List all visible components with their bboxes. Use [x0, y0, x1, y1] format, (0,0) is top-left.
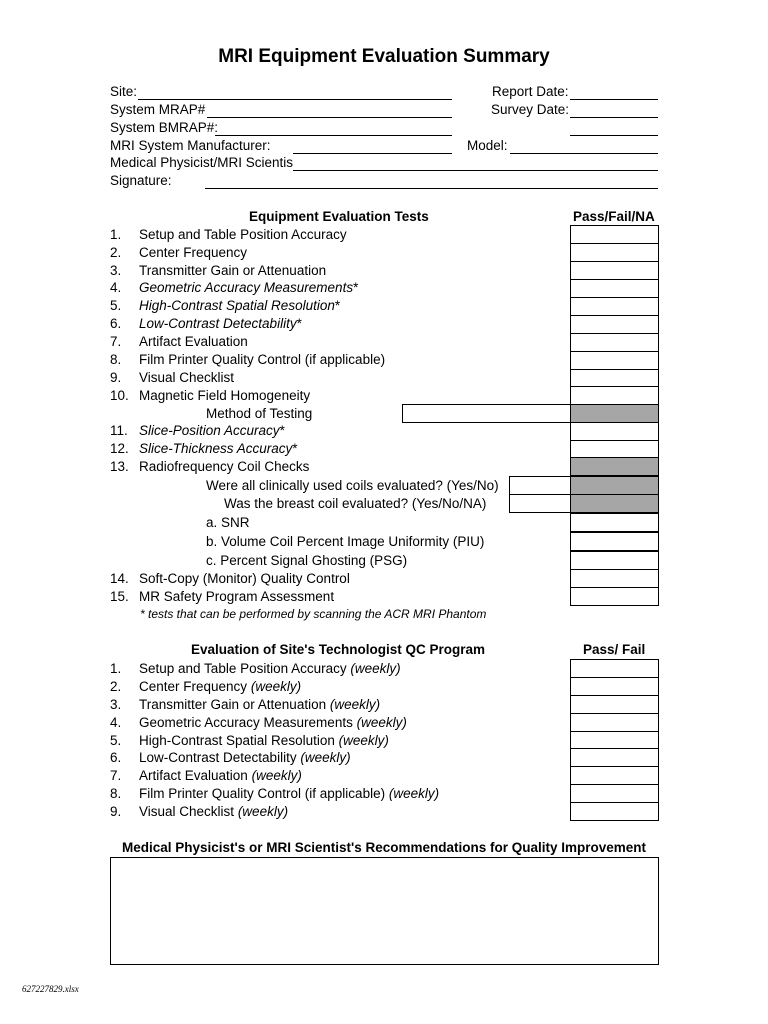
item-text: MR Safety Program Assessment — [139, 589, 335, 604]
qc-item-number: 7. — [110, 768, 122, 783]
qc-item-text — [139, 803, 288, 821]
survey-date-field[interactable] — [570, 117, 658, 118]
item-text: Setup and Table Position Accuracy — [139, 227, 347, 242]
model-label: Model: — [467, 138, 508, 153]
survey-date-label: Survey Date: — [491, 102, 570, 117]
qc-result-box[interactable] — [570, 802, 659, 821]
item-text — [139, 297, 340, 315]
qc-item-text — [139, 696, 380, 714]
item-text-italic: High-Contrast Spatial Resolution — [139, 298, 335, 313]
system-bmrap-field[interactable] — [215, 135, 452, 136]
item-suffix: * — [296, 316, 302, 331]
qc-result-box[interactable] — [570, 784, 659, 803]
item-number: 13. — [110, 459, 129, 474]
item-text-italic: Slice-Thickness Accuracy — [139, 441, 293, 456]
item-text — [139, 422, 285, 440]
item-number: 7. — [110, 334, 122, 349]
result-box[interactable] — [570, 243, 659, 262]
item-text: Were all clinically used coils evaluated? (Yes/No) — [206, 478, 499, 493]
physicist-field[interactable] — [293, 170, 658, 171]
qc-item-number: 4. — [110, 715, 122, 730]
qc-result-box[interactable] — [570, 695, 659, 714]
qc-item-number: 8. — [110, 786, 122, 801]
manufacturer-field[interactable] — [293, 153, 452, 154]
result-box[interactable] — [570, 513, 659, 532]
report-date-field[interactable] — [570, 99, 658, 100]
item-text: Magnetic Field Homogeneity — [139, 388, 311, 403]
shaded-cell — [570, 404, 659, 423]
recommendations-textarea[interactable] — [110, 857, 659, 965]
result-box[interactable] — [570, 386, 659, 405]
item-number: 3. — [110, 263, 122, 278]
extra-date-field[interactable] — [570, 135, 658, 136]
signature-label: Signature: — [110, 173, 172, 188]
qc-result-box[interactable] — [570, 713, 659, 732]
qc-result-box[interactable] — [570, 748, 659, 767]
item-text-italic: Slice-Position Accuracy — [139, 423, 280, 438]
item-number: 12. — [110, 441, 129, 456]
qc-item-label: Visual Checklist — [139, 804, 235, 819]
result-box[interactable] — [570, 333, 659, 352]
qc-result-box[interactable] — [570, 659, 659, 678]
qc-item-number: 9. — [110, 804, 122, 819]
qc-item-label: Center Frequency — [139, 679, 248, 694]
item-number: 1. — [110, 227, 122, 242]
qc-item-text — [139, 660, 401, 678]
item-text: a. SNR — [206, 515, 250, 530]
qc-item-label: High-Contrast Spatial Resolution — [139, 733, 335, 748]
result-box[interactable] — [570, 551, 659, 570]
system-bmrap-label: System BMRAP#: — [110, 120, 219, 135]
item-text: Artifact Evaluation — [139, 334, 248, 349]
footer-filename: 627227829.xlsx — [22, 984, 79, 994]
signature-field[interactable] — [205, 188, 658, 189]
qc-program-heading: Evaluation of Site's Technologist QC Program — [191, 642, 486, 657]
report-date-label: Report Date: — [492, 84, 569, 99]
item-text — [139, 315, 302, 333]
coils-evaluated-field[interactable] — [509, 476, 571, 495]
model-field[interactable] — [510, 153, 658, 154]
result-box[interactable] — [570, 315, 659, 334]
result-box[interactable] — [570, 351, 659, 370]
item-text-italic: Geometric Accuracy Measurements — [139, 280, 354, 295]
qc-item-number: 5. — [110, 733, 122, 748]
result-box[interactable] — [570, 569, 659, 588]
qc-item-frequency: (weekly) — [356, 715, 407, 730]
qc-item-label: Artifact Evaluation — [139, 768, 248, 783]
result-box[interactable] — [570, 422, 659, 441]
qc-item-text — [139, 732, 389, 750]
qc-item-label: Setup and Table Position Accuracy — [139, 661, 347, 676]
qc-item-number: 6. — [110, 750, 122, 765]
qc-item-text — [139, 785, 439, 803]
qc-item-number: 2. — [110, 679, 122, 694]
qc-result-box[interactable] — [570, 766, 659, 785]
item-text: Transmitter Gain or Attenuation — [139, 263, 327, 278]
system-mrap-label: System MRAP# — [110, 102, 206, 117]
item-text: c. Percent Signal Ghosting (PSG) — [206, 553, 408, 568]
item-number: 6. — [110, 316, 122, 331]
item-number: 10. — [110, 388, 129, 403]
equipment-tests-heading: Equipment Evaluation Tests — [249, 209, 429, 224]
manufacturer-label: MRI System Manufacturer: — [110, 138, 271, 153]
shaded-cell — [570, 457, 659, 476]
qc-item-text — [139, 749, 351, 767]
item-text: Method of Testing — [206, 406, 313, 421]
pass-fail-heading: Pass/ Fail — [583, 642, 646, 657]
item-text: Film Printer Quality Control (if applicable) — [139, 352, 386, 367]
qc-item-label: Transmitter Gain or Attenuation — [139, 697, 327, 712]
physicist-label: Medical Physicist/MRI Scientis — [110, 155, 294, 170]
page-title: MRI Equipment Evaluation Summary — [218, 46, 550, 67]
qc-item-text — [139, 714, 407, 732]
item-number: 15. — [110, 589, 129, 604]
item-text — [139, 440, 298, 458]
qc-item-number: 1. — [110, 661, 122, 676]
item-suffix: * — [353, 280, 359, 295]
result-box[interactable] — [570, 532, 659, 551]
qc-item-label: Low-Contrast Detectability — [139, 750, 297, 765]
recommendations-heading: Medical Physicist's or MRI Scientist's Recommendations for Quality Improvement — [121, 840, 647, 855]
qc-item-text — [139, 678, 301, 696]
item-number: 9. — [110, 370, 122, 385]
qc-item-frequency: (weekly) — [329, 697, 381, 712]
item-number: 4. — [110, 280, 122, 295]
item-number: 8. — [110, 352, 122, 367]
footnote: * tests that can be performed by scanning the ACR MRI Phantom — [140, 607, 487, 621]
pass-fail-na-heading: Pass/Fail/NA — [573, 209, 655, 224]
item-text-italic: Low-Contrast Detectability — [139, 316, 297, 331]
item-suffix: * — [292, 441, 298, 456]
qc-item-frequency: (weekly) — [300, 750, 351, 765]
result-box[interactable] — [570, 279, 659, 298]
item-text: Was the breast coil evaluated? (Yes/No/NA) — [224, 496, 487, 511]
result-box[interactable] — [570, 587, 659, 606]
method-of-testing-field[interactable] — [402, 404, 571, 423]
item-text: Soft-Copy (Monitor) Quality Control — [139, 571, 350, 586]
result-box[interactable] — [570, 225, 659, 244]
qc-item-label: Film Printer Quality Control (if applicable) — [139, 786, 386, 801]
item-text — [139, 279, 358, 297]
breast-coil-field[interactable] — [509, 494, 571, 513]
qc-item-number: 3. — [110, 697, 122, 712]
item-number: 11. — [110, 423, 128, 438]
qc-result-box[interactable] — [570, 677, 659, 696]
qc-item-frequency: (weekly) — [250, 679, 302, 694]
item-suffix: * — [334, 298, 341, 313]
qc-item-label: Geometric Accuracy Measurements — [139, 715, 353, 730]
item-number: 14. — [110, 571, 129, 586]
item-number: 2. — [110, 245, 122, 260]
item-text: b. Volume Coil Percent Image Uniformity (PIU) — [206, 534, 485, 549]
item-number: 5. — [110, 298, 122, 313]
item-text: Visual Checklist — [139, 370, 235, 385]
item-text: Radiofrequency Coil Checks — [139, 459, 310, 474]
qc-item-frequency: (weekly) — [237, 804, 289, 819]
shaded-cell — [570, 494, 659, 513]
qc-item-frequency: (weekly) — [338, 733, 389, 748]
shaded-cell — [570, 476, 659, 495]
item-suffix: * — [279, 423, 285, 438]
qc-item-frequency: (weekly) — [388, 786, 440, 801]
qc-item-frequency: (weekly) — [251, 768, 302, 783]
qc-item-frequency: (weekly) — [350, 661, 401, 676]
result-box[interactable] — [570, 261, 659, 280]
site-label: Site: — [110, 84, 138, 99]
qc-item-text — [139, 767, 302, 785]
system-mrap-field[interactable] — [207, 117, 452, 118]
result-box[interactable] — [570, 297, 659, 316]
site-field[interactable] — [138, 99, 452, 100]
item-text: Center Frequency — [139, 245, 248, 260]
